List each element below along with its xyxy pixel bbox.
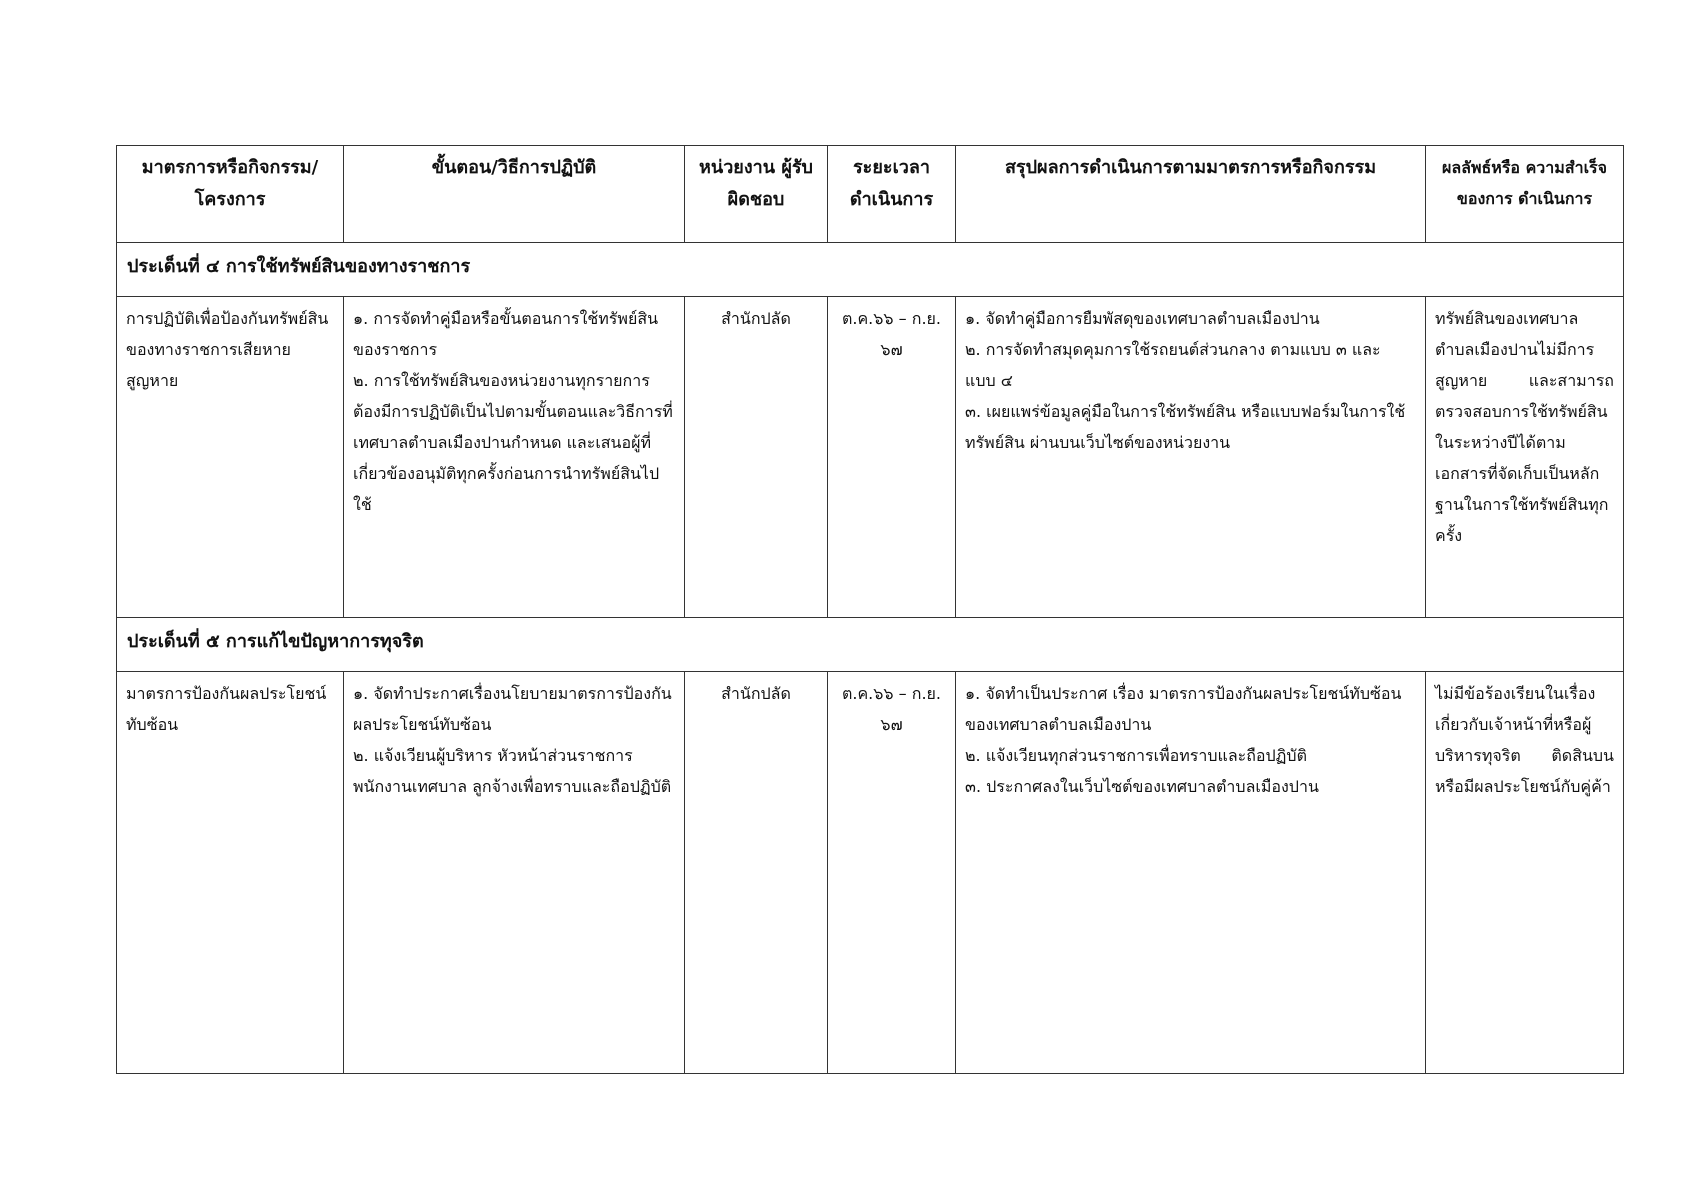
- issue-4-unit: สำนักปลัด: [685, 297, 828, 618]
- issue-4-period: ต.ค.๖๖ – ก.ย. ๖๗: [828, 297, 956, 618]
- issue-4-summary: [956, 297, 1426, 618]
- header-row: [117, 146, 1624, 243]
- issue-5-procedure: [344, 672, 685, 1074]
- header-measure: มาตรการหรือกิจกรรม/ โครงการ: [117, 146, 344, 243]
- issue-4-title: ประเด็นที่ ๔ การใช้ทรัพย์สินของทางราชการ: [117, 243, 1624, 297]
- report-table: [116, 145, 1624, 1074]
- issue-5-period: ต.ค.๖๖ – ก.ย. ๖๗: [828, 672, 956, 1074]
- issue-5-measure: มาตรการป้องกันผลประโยชน์ทับซ้อน: [117, 672, 344, 1074]
- issue-4-procedure: [344, 297, 685, 618]
- issue-4-row: [117, 243, 1624, 297]
- issue-5-summary: [956, 672, 1426, 1074]
- issue-4-detail-row: [117, 297, 1624, 618]
- issue-4-summary-item: ๓. เผยแพร่ข้อมูลคู่มือในการใช้ทรัพย์สิน หรือแบบฟอร์มในการใช้ทรัพย์สิน ผ่านบนเว็บไซต์ของหน่วยงาน: [965, 402, 1406, 452]
- issue-4-summary-item: ๑. จัดทำคู่มือการยืมพัสดุของเทศบาลตำบลเมืองปาน: [965, 309, 1320, 328]
- issue-5-summary-item: ๒. แจ้งเวียนทุกส่วนราชการเพื่อทราบและถือปฏิบัติ: [965, 746, 1307, 765]
- header-summary: สรุปผลการดำเนินการตามมาตรการหรือกิจกรรม: [956, 146, 1426, 243]
- issue-5-unit: สำนักปลัด: [685, 672, 828, 1074]
- issue-5-summary-item: ๑. จัดทำเป็นประกาศ เรื่อง มาตรการป้องกันผลประโยชน์ทับซ้อนของเทศบาลตำบลเมืองปาน: [965, 684, 1402, 734]
- issue-5-detail-row: [117, 672, 1624, 1074]
- issue-5-summary-item: ๓. ประกาศลงในเว็บไซต์ของเทศบาลตำบลเมืองปาน: [965, 777, 1319, 796]
- issue-5-row: [117, 618, 1624, 672]
- issue-4-outcome: ทรัพย์สินของเทศบาลตำบลเมืองปานไม่มีการสูญหาย และสามารถตรวจสอบการใช้ทรัพย์สินในระหว่างปีได้ตามเอกสารที่จัดเก็บเป็นหลักฐานในการใช้ทรัพย์สินทุกครั้ง: [1426, 297, 1624, 618]
- issue-5-outcome: ไม่มีข้อร้องเรียนในเรื่องเกี่ยวกับเจ้าหน้าที่หรือผู้บริหารทุจริต ติดสินบน หรือมีผลประโยชน์กับคู่ค้า: [1426, 672, 1624, 1074]
- issue-4-procedure-item: ๑. การจัดทำคู่มือหรือขั้นตอนการใช้ทรัพย์สินของราชการ: [353, 309, 659, 359]
- header-outcome: ผลลัพธ์หรือ ความสำเร็จของการ ดำเนินการ: [1426, 146, 1624, 243]
- issue-5-procedure-item: ๑. จัดทำประกาศเรื่องนโยบายมาตรการป้องกันผลประโยชน์ทับซ้อน: [353, 684, 672, 734]
- header-unit: หน่วยงาน ผู้รับผิดชอบ: [685, 146, 828, 243]
- issue-4-summary-item: ๒. การจัดทำสมุดคุมการใช้รถยนต์ส่วนกลาง ตามแบบ ๓ และ แบบ ๔: [965, 340, 1381, 390]
- issue-4-measure: การปฏิบัติเพื่อป้องกันทรัพย์สินของทางราชการเสียหายสูญหาย: [117, 297, 344, 618]
- header-procedure: ขั้นตอน/วิธีการปฏิบัติ: [344, 146, 685, 243]
- issue-5-procedure-item: ๒. แจ้งเวียนผู้บริหาร หัวหน้าส่วนราชการ พนักงานเทศบาล ลูกจ้างเพื่อทราบและถือปฏิบัติ: [353, 746, 672, 796]
- issue-5-title: ประเด็นที่ ๕ การแก้ไขปัญหาการทุจริต: [117, 618, 1624, 672]
- issue-4-procedure-item: ๒. การใช้ทรัพย์สินของหน่วยงานทุกรายการต้องมีการปฏิบัติเป็นไปตามขั้นตอนและวิธีการที่เทศบาลตำบลเมืองปานกำหนด และเสนอผู้ที่เกี่ยวข้องอนุมัติทุกครั้งก่อนการนำทรัพย์สินไปใช้: [353, 371, 673, 514]
- header-period: ระยะเวลา ดำเนินการ: [828, 146, 956, 243]
